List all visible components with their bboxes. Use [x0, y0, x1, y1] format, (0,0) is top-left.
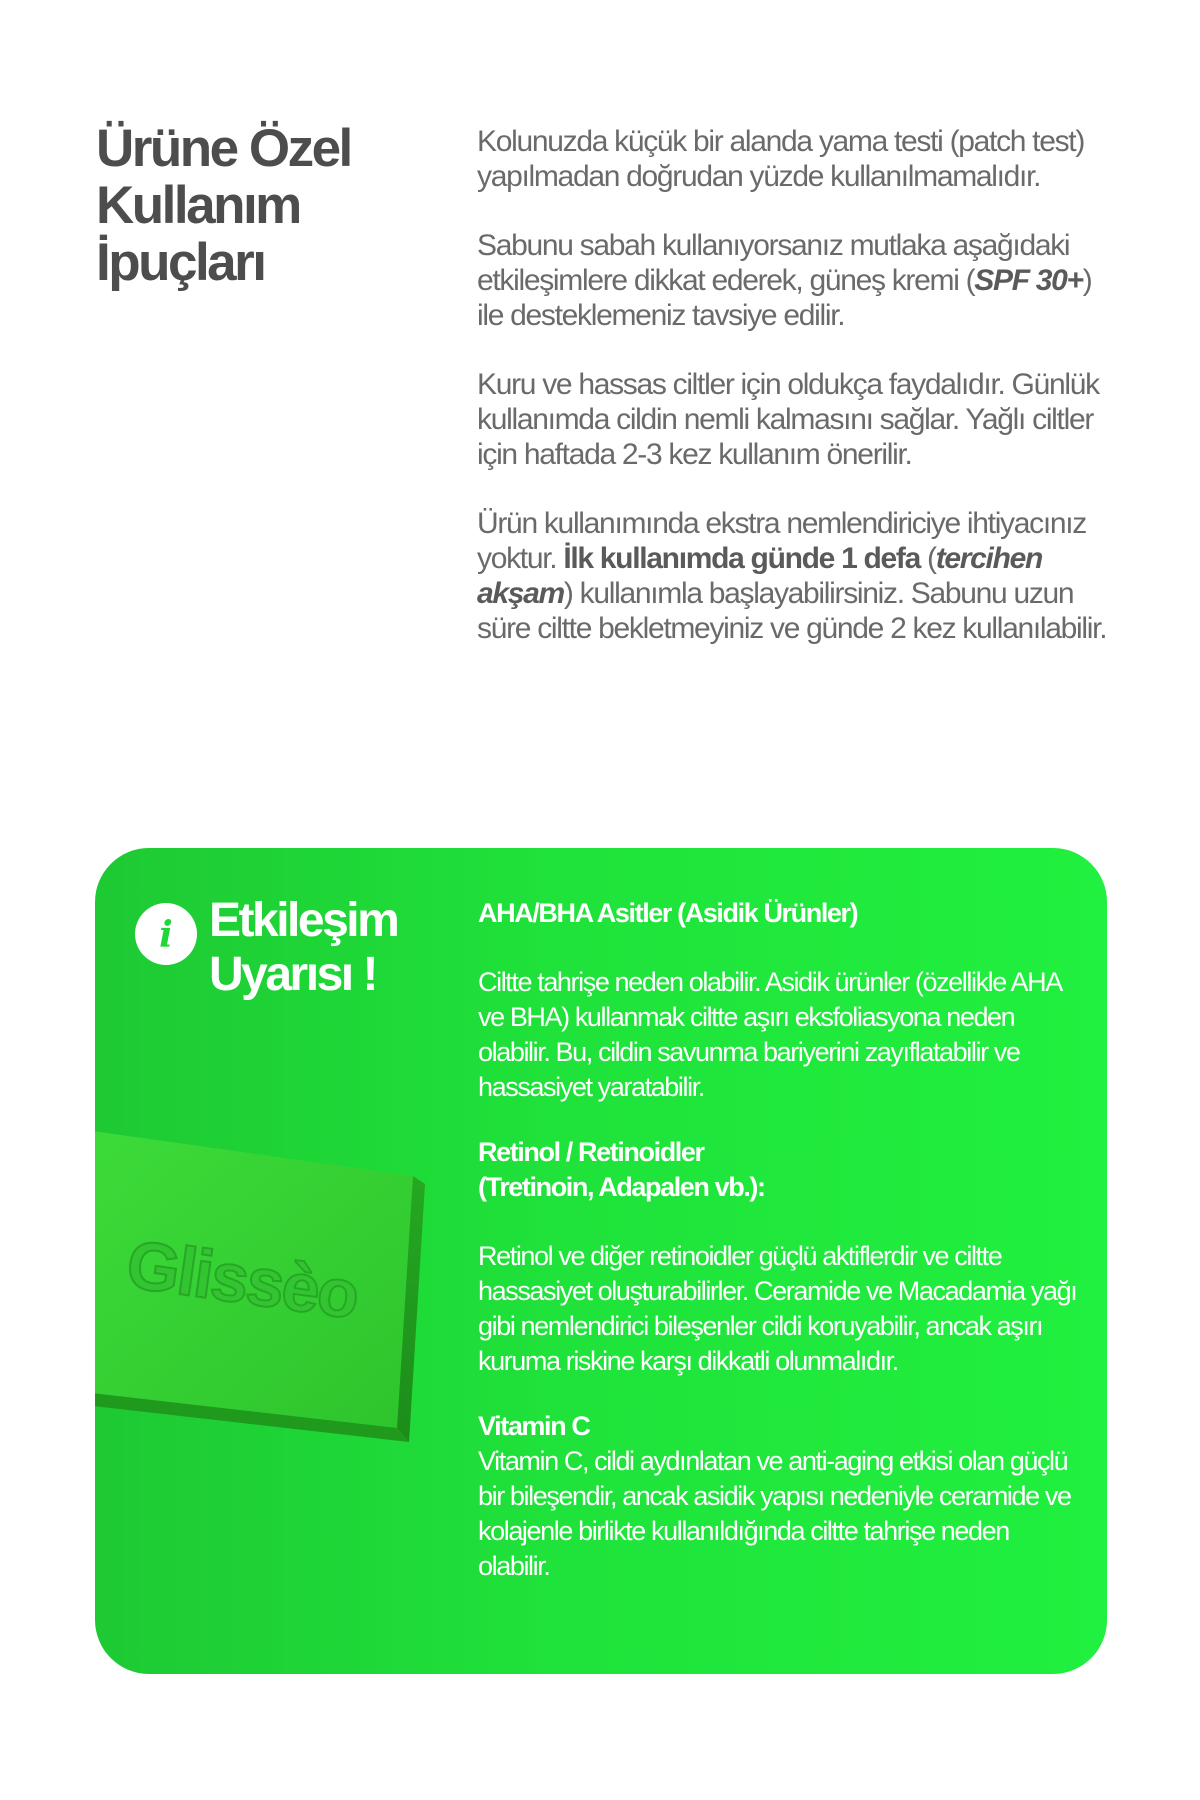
tips-title: [96, 120, 426, 291]
tip-usage-evening: tercihen akşam: [477, 542, 1043, 610]
retinol-heading-line-1: Retinol / Retinoidler: [478, 1137, 704, 1167]
interaction-warning-panel: [95, 848, 1107, 1674]
warning-title-line-2: Uyarısı !: [209, 948, 376, 1001]
warning-content: [478, 896, 1078, 1584]
vitamin-c-text: Vitamin C, cildi aydınlatan ve anti-aging etkisi olan güçlü bir bileşendir, ancak asidik yapısı nedeniyle ceramide ve kolajenle birlikte kullanıldığında ciltte tahrişe neden olabilir.: [478, 1446, 1071, 1581]
retinol-text: Retinol ve diğer retinoidler güçlü aktiflerdir ve ciltte hassasiyet oluşturabilirler. Ceramide ve Macadamia yağı gibi nemlendirici bileşenler cildi koruyabilir, ancak aşırı kuruma riskine karşı dikkatli olunmalıdır.: [478, 1241, 1077, 1376]
warning-title-line-1: Etkileşim: [209, 894, 398, 947]
tip-spf: SPF 30+: [974, 264, 1083, 297]
tip-usage-text-3: ) kullanımla başlayabilirsiniz. Sabunu uzun süre ciltte bekletmeyiniz ve günde 2 kez kullanılabilir.: [477, 577, 1107, 645]
tip-patch-test: Kolunuzda küçük bir alanda yama testi (patch test) yapılmadan doğrudan yüzde kullanılmamalıdır.: [477, 125, 1085, 193]
aha-bha-heading: AHA/BHA Asitler (Asidik Ürünler): [478, 898, 858, 928]
tip-sunscreen-text-2: ) ile desteklemeniz tavsiye edilir.: [477, 264, 1092, 332]
retinol-heading-line-2: (Tretinoin, Adapalen vb.):: [478, 1172, 765, 1202]
tip-usage-text-1: Ürün kullanımında ekstra nemlendiriciye ihtiyacınız yoktur.: [477, 507, 1086, 575]
tips-title-line-3: İpuçları: [96, 233, 265, 292]
info-icon: [135, 903, 197, 965]
aha-bha-text: Ciltte tahrişe neden olabilir. Asidik ürünler (özellikle AHA ve BHA) kullanmak ciltte aşırı eksfoliasyona neden olabilir. Bu, cildin savunma bariyerini zayıflatabilir ve hassasiyet yaratabilir.: [478, 967, 1061, 1102]
tip-skin-type: Kuru ve hassas ciltler için oldukça faydalıdır. Günlük kullanımda cildin nemli kalmasını sağlar. Yağlı ciltler için haftada 2-3 kez kullanım önerilir.: [477, 368, 1099, 471]
tips-title-line-2: Kullanım: [96, 176, 300, 235]
tip-usage-text-2: (: [919, 542, 936, 575]
soap-bar-image: [95, 1108, 425, 1468]
warning-title: [209, 894, 509, 1002]
tip-usage-bold: İlk kullanımda günde 1 defa: [563, 542, 920, 575]
tip-sunscreen-text-1: Sabunu sabah kullanıyorsanız mutlaka aşağıdaki etkileşimlere dikkat ederek, güneş kremi (: [477, 229, 1070, 297]
tips-title-line-1: Ürüne Özel: [96, 119, 351, 178]
svg-text:i: i: [159, 914, 173, 956]
tips-body: [477, 124, 1117, 680]
vitamin-c-heading: Vitamin C: [478, 1411, 590, 1441]
tip-sunscreen: [477, 228, 1117, 333]
soap-brand-emboss: Glissèo: [122, 1225, 363, 1334]
retinol-heading: [478, 1135, 1078, 1205]
tip-usage: [477, 506, 1117, 646]
